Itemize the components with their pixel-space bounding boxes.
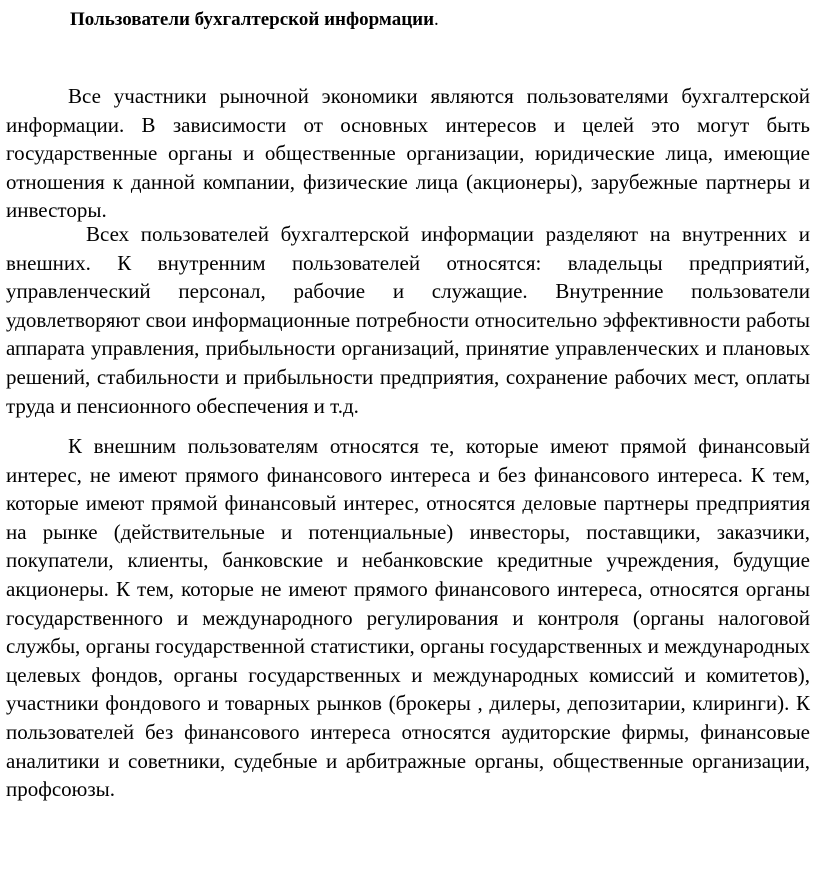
title-text: Пользователи бухгалтерской информации — [70, 9, 435, 30]
document-page — [6, 0, 816, 876]
document-title — [70, 8, 439, 32]
title-period: . — [434, 9, 439, 30]
paragraph-external-users: К внешним пользователям относятся те, которые имеют прямой финансовый интерес, не имеют прямого финансового интереса и без финансового интереса. К тем, которые имеют прямой финансовый интерес, относятся деловые партнеры предприятия на рынке (действительные и потенциальные) инвесторы, поставщики, заказчики, покупатели, клиенты, банковские и небанковские кредитные учреждения, будущие акционеры. К тем, которые не имеют прямого финансового интереса, относятся органы государственного и международного регулирования и контроля (органы налоговой службы, органы государственной статистики, органы государственных и международных целевых фондов, органы государственных и международных комиссий и комитетов), участники фондового и товарных рынков (брокеры , дилеры, депозитарии, клиринги). К пользователей без финансового интереса относятся аудиторские фирмы, финансовые аналитики и советники, судебные и арбитражные органы, общественные организации, профсоюзы. — [6, 434, 810, 802]
paragraph-internal-users: Всех пользователей бухгалтерской информации разделяют на внутренних и внешних. К внутренним пользователей относятся: владельцы предприятий, управленческий персонал, рабочие и служащие. Внутренние пользователи удовлетворяют свои информационные потребности относительно эффективности работы аппарата управления, прибыльности организаций, принятие управленческих и плановых решений, стабильности и прибыльности предприятия, сохранение рабочих мест, оплаты труда и пенсионного обеспечения и т.д. — [6, 222, 810, 418]
paragraph-users-overview: Все участники рыночной экономики являются пользователями бухгалтерской информации. В зависимости от основных интересов и целей это могут быть государственные органы и общественные организации, юридические лица, имеющие отношения к данной компании, физические лица (акционеры), зарубежные партнеры и инвесторы. — [6, 84, 810, 223]
